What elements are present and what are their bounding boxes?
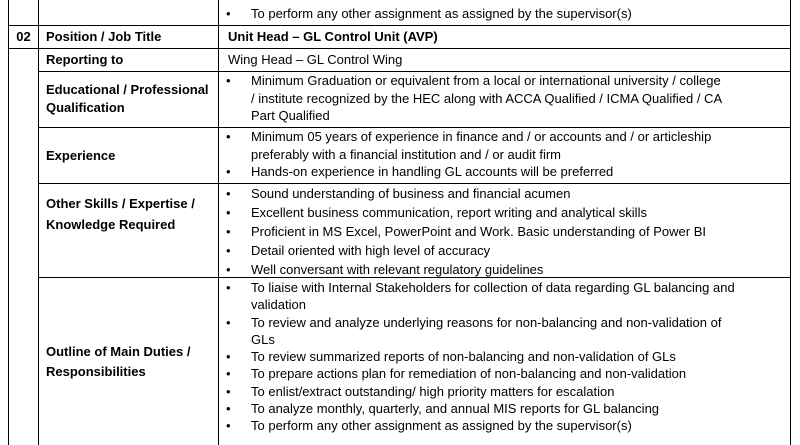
list-item: • To liaise with Internal Stakeholders for collection of data regarding GL balancing and validation: [224, 279, 790, 314]
list-item: • Proficient in MS Excel, PowerPoint and Work. Basic understanding of Power BI: [224, 222, 790, 241]
duties-label: [46, 342, 218, 382]
reporting-label: Reporting to: [46, 52, 124, 68]
skills-label-line: Knowledge Required: [46, 217, 176, 232]
duties-content: [224, 279, 790, 435]
position-header-label: Position / Job Title: [46, 29, 162, 45]
list-item: • To review summarized reports of non-balancing and non-validation of GLs: [224, 348, 790, 365]
top-row-content: [224, 5, 784, 23]
reporting-value: Wing Head – GL Control Wing: [228, 52, 403, 68]
table-border-right: [790, 0, 791, 445]
duties-label-line: Responsibilities: [46, 364, 146, 379]
skills-label: [46, 193, 218, 235]
list-item: • Well conversant with relevant regulatory guidelines: [224, 260, 790, 279]
column-divider-label: [218, 0, 219, 445]
education-label: [46, 81, 218, 116]
education-label-line: Qualification: [46, 99, 125, 115]
position-number: 02: [16, 29, 31, 45]
list-item: • Minimum 05 years of experience in finance and / or accounts and / or articleship preferably with a financial institution and / or audit firm: [224, 128, 790, 163]
skills-label-line: Other Skills / Expertise /: [46, 196, 195, 211]
list-item: • Sound understanding of business and financial acumen: [224, 184, 790, 203]
experience-label: Experience: [46, 147, 116, 163]
list-item: • Excellent business communication, report writing and analytical skills: [224, 203, 790, 222]
column-divider-number: [38, 0, 39, 445]
list-item: • To perform any other assignment as assigned by the supervisor(s): [224, 5, 784, 23]
position-title: Unit Head – GL Control Unit (AVP): [228, 29, 438, 45]
experience-content: [224, 128, 790, 181]
list-item: • To enlist/extract outstanding/ high priority matters for escalation: [224, 383, 790, 400]
list-item: • To analyze monthly, quarterly, and annual MIS reports for GL balancing: [224, 400, 790, 417]
education-label-line: Educational / Professional: [46, 82, 209, 97]
list-item: • Detail oriented with high level of accuracy: [224, 241, 790, 260]
list-item: • Hands-on experience in handling GL accounts will be preferred: [224, 163, 790, 181]
list-item: • To prepare actions plan for remediation of non-balancing and non-validation: [224, 365, 790, 382]
duties-label-line: Outline of Main Duties /: [46, 344, 191, 359]
table-border-left: [8, 0, 9, 445]
list-item: • Minimum Graduation or equivalent from a local or international university / college / institute recognized by the HEC along with ACCA Qualified / ICMA Qualified / CA Part Qualified: [224, 72, 790, 125]
education-content: [224, 72, 790, 125]
list-item: • To review and analyze underlying reasons for non-balancing and non-validation of GLs: [224, 314, 790, 349]
list-item: • To perform any other assignment as assigned by the supervisor(s): [224, 417, 790, 434]
skills-content: [224, 184, 790, 279]
